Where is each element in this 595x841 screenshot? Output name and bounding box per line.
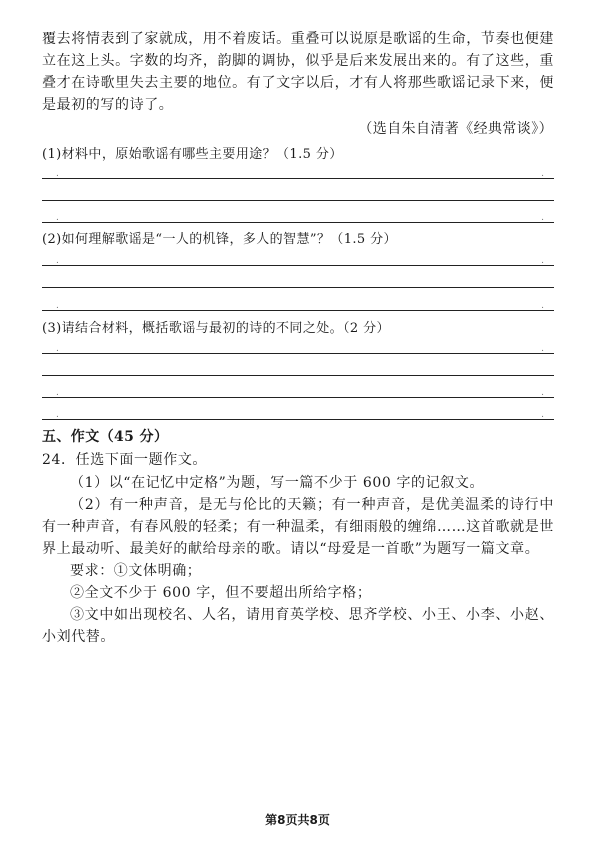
question-2: (2)如何理解歌谣是“一人的机锋，多人的智慧”？（1.5 分） — [42, 232, 397, 247]
line-dot: . — [56, 388, 59, 398]
line-dot: . — [541, 256, 544, 266]
line-dot: . — [541, 169, 544, 179]
essay-requirement-2: ②全文不少于 600 字，但不要超出所给字格； — [70, 585, 372, 601]
line-dot: . — [541, 213, 544, 223]
answer-line[interactable] — [42, 301, 554, 311]
answer-line[interactable] — [42, 287, 554, 288]
answer-line[interactable] — [42, 375, 554, 376]
passage-text: 覆去将情表到了家就成，用不着废话。重叠可以说原是歌谣的生命，节奏也便建立在这上头。字数的均齐，韵脚的调协，似乎是后来发展出来的。有了这些，重叠才在诗歌里失去主要的地位。有了文字以后，才有人将那些歌谣记录下来，便是最初的写的诗了。 — [42, 31, 554, 113]
section-heading-essay: 五、作文（45 分） — [42, 429, 169, 445]
answer-line[interactable] — [42, 388, 554, 398]
line-dot: . — [541, 410, 544, 420]
essay-option-1: （1）以“在记忆中定格”为题，写一篇不少于 600 字的记叙文。 — [70, 475, 485, 491]
question-3: (3)请结合材料，概括歌谣与最初的诗的不同之处。（2 分） — [42, 321, 390, 336]
essay-requirement-3: ③文中如出现校名、人名，请用育英学校、思齐学校、小王、小李、小赵、小刘代替。 — [42, 607, 554, 645]
answer-line[interactable] — [42, 256, 554, 266]
line-dot: . — [56, 213, 59, 223]
line-dot: . — [56, 301, 59, 311]
line-dot: . — [541, 344, 544, 354]
essay-requirement-1: 要求：①文体明确； — [70, 563, 202, 579]
answer-line[interactable] — [42, 200, 554, 201]
answer-line[interactable] — [42, 213, 554, 223]
question-1: (1)材料中，原始歌谣有哪些主要用途？（1.5 分） — [42, 147, 343, 162]
answer-line[interactable] — [42, 344, 554, 354]
answer-line[interactable] — [42, 169, 554, 179]
line-dot: . — [56, 256, 59, 266]
line-dot: . — [56, 169, 59, 179]
line-dot: . — [56, 344, 59, 354]
essay-prompt: 24．任选下面一题作文。 — [42, 452, 208, 468]
line-dot: . — [541, 388, 544, 398]
line-dot: . — [56, 410, 59, 420]
answer-line[interactable] — [42, 410, 554, 420]
page-number-footer: 第8页共8页 — [265, 813, 330, 827]
line-dot: . — [541, 301, 544, 311]
essay-option-2: （2）有一种声音，是无与伦比的天籁；有一种声音，是优美温柔的诗行中有一种声音，有春风般的轻柔；有一种温柔，有细雨般的缠绵……这首歌就是世界上最动听、最美好的献给母亲的歌。请以“母爱是一首歌”为题写一篇文章。 — [42, 497, 554, 557]
passage-citation: （选自朱自清著《经典常谈》） — [358, 121, 553, 137]
